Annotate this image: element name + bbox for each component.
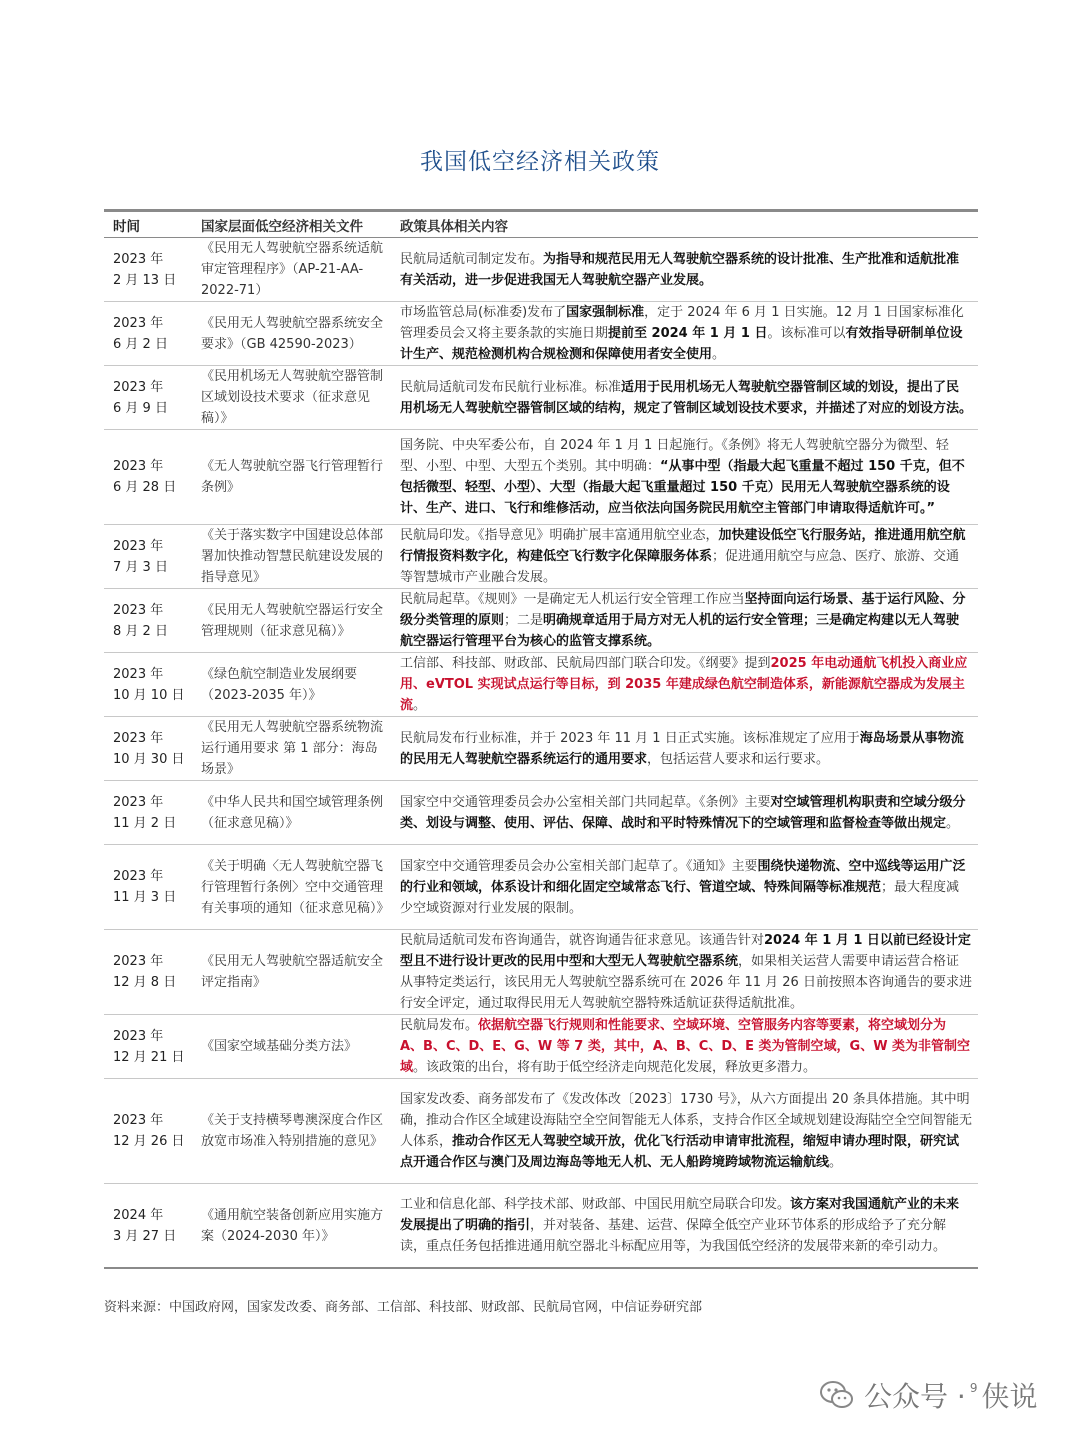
row-year: 2023 年 — [113, 794, 164, 810]
table-row — [104, 781, 978, 845]
row-document: 《关于落实数字中国建设总体部署加快推动智慧民航建设发展的指导意见》 — [201, 528, 384, 585]
content-segment: 民航局发布行业标准，并于 2023 年 11 月 1 日正式实施。该标准规定了应用于 — [400, 730, 860, 746]
row-date — [104, 792, 197, 834]
content-segment: 民航局适航司制定发布。 — [400, 251, 544, 267]
content-segment: ，定于 2024 年 6 月 1 日实施。12 月 1 日国家标准化管理委员会又将主要条款的实施日期 — [400, 305, 964, 341]
row-day: 11 月 3 日 — [113, 890, 177, 905]
row-date — [104, 536, 197, 578]
content-segment: ；三是确定构建以无人驾驶航空器运行管理平台为核心的监管支撑系统。 — [400, 613, 960, 649]
content-segment: ；二是 — [504, 613, 544, 628]
content-segment: 。 — [413, 698, 427, 713]
table-row — [104, 930, 978, 1015]
content-segment: 工业和信息化部、科学技术部、财政部、中国民用航空局联合印发。 — [400, 1197, 791, 1212]
content-segment: 民航局起草。《规则》一是确定无人机运行安全管理工作应当 — [400, 592, 745, 607]
row-year: 2023 年 — [113, 666, 164, 682]
content-segment: 2024 年 1 月 1 日以前已经设计定型且不进行设计更改的民用中型和大型无人驾驶航空器系统 — [400, 933, 971, 969]
table-row — [104, 238, 978, 302]
content-segment: 。该标准可以 — [767, 326, 846, 341]
content-segment: 围绕快递物流、空中巡线等运用广泛的行业和领域，体系设计和细化固定空域常态飞行、管道空域、特殊间隔等标准规范 — [400, 858, 966, 895]
row-year: 2023 年 — [113, 315, 164, 331]
row-day: 6 月 28 日 — [113, 480, 177, 495]
row-year: 2023 年 — [113, 251, 164, 267]
content-segment: 国家强制标准 — [566, 305, 645, 320]
content-segment: 为指导和规范民用无人驾驶航空器系统的设计批准、生产批准和适航批准有关活动，进一步促进我国无人驾驶航空器产业发展。 — [400, 251, 960, 288]
row-date — [104, 1110, 197, 1152]
row-document: 《民用无人驾驶航空器系统适航审定管理程序》（AP-21-AA-2022-71） — [201, 241, 384, 298]
content-segment: 。该政策的出台，将有助于低空经济走向规范化发展，释放更多潜力。 — [413, 1060, 817, 1075]
header-doc: 国家层面低空经济相关文件 — [201, 218, 363, 235]
table-row — [104, 653, 978, 717]
watermark — [820, 1375, 1037, 1415]
row-day: 12 月 8 日 — [113, 975, 177, 990]
row-date — [104, 1205, 197, 1247]
row-day: 2 月 13 日 — [113, 272, 177, 288]
row-day: 10 月 10 日 — [113, 687, 185, 703]
table-row — [104, 302, 978, 366]
row-date — [104, 313, 197, 355]
content-segment: ，包括运营人要求和运行要求。 — [647, 751, 830, 767]
row-date — [104, 456, 197, 498]
policy-table — [104, 209, 978, 1269]
row-content — [393, 249, 978, 291]
wechat-icon — [820, 1380, 854, 1410]
row-content — [393, 1089, 978, 1173]
content-segment: 国家空中交通管理委员会办公室相关部门起草了。《通知》主要 — [400, 858, 758, 874]
row-content — [393, 435, 978, 519]
row-document: 《关于支持横琴粤澳深度合作区放宽市场准入特别措施的意见》 — [201, 1113, 384, 1149]
header-date: 时间 — [113, 218, 140, 235]
row-day: 12 月 26 日 — [113, 1134, 185, 1149]
content-segment: 民航局印发。《指导意见》明确扩展丰富通用航空业态， — [400, 528, 719, 543]
row-content — [393, 525, 978, 588]
table-body — [104, 238, 978, 1269]
row-content — [393, 302, 978, 365]
row-document: 《民用机场无人驾驶航空器管制区域划设技术要求（征求意见稿）》 — [201, 369, 384, 426]
table-header — [104, 209, 978, 238]
row-content — [393, 1194, 978, 1257]
source-note: 资料来源：中国政府网，国家发改委、商务部、工信部、科技部、财政部、民航局官网，中信证券研究部 — [104, 1300, 703, 1315]
row-document: 《无人驾驶航空器飞行管理暂行条例》 — [201, 459, 384, 495]
content-segment: 对空域管理机构职责和空域分级分类、划设与调整、使用、评估、保障、战时和平时特殊情况下的空域管理和监督检查等做出规定 — [400, 794, 966, 831]
row-content — [393, 792, 978, 834]
content-segment: “从事中型（指最大起飞重量不超过 150 千克，但不包括微型、轻型、小型）、大型（指最大起飞重量超过 150 千克）民用无人驾驶航空器系统的设计、生产、进口、飞行和维修活动，应当依法向国务院民用航空主管部门申请取得适航许可。” — [400, 459, 965, 516]
table-row — [104, 717, 978, 781]
row-day: 10 月 30 日 — [113, 751, 185, 767]
table-row — [104, 1079, 978, 1184]
content-segment: 坚持面向运行场景、基于运行风险、分级分类管理的原则 — [400, 592, 966, 628]
row-day: 3 月 27 日 — [113, 1228, 177, 1244]
row-content — [393, 377, 978, 419]
row-document: 《通用航空装备创新应用实施方案（2024-2030 年）》 — [201, 1207, 384, 1244]
row-day: 8 月 2 日 — [113, 623, 168, 639]
row-year: 2023 年 — [113, 602, 164, 618]
row-year: 2023 年 — [113, 379, 164, 395]
table-row — [104, 525, 978, 589]
content-segment: 明确规章适用于局方对无人机的运行安全管理 — [543, 613, 804, 628]
row-day: 6 月 9 日 — [113, 400, 168, 416]
row-content — [393, 589, 978, 652]
content-segment: 依据航空器飞行规则和性能要求、空域环境、空管服务内容等要素，将空域划分为 A、B、C、D、E、G、W 等 7 类，其中，A、B、C、D、E 类为管制空域，G、W 类为非管制空域 — [400, 1018, 971, 1075]
row-day: 11 月 2 日 — [113, 815, 177, 831]
row-document: 《民用无人驾驶航空器系统安全要求》（GB 42590-2023） — [201, 315, 384, 352]
content-segment: 推动合作区无人驾驶空域开放，优化飞行活动申请审批流程，缩短申请办理时限，研究试点开通合作区与澳门及周边海岛等地无人机、无人船跨境跨域物流运输航线 — [400, 1134, 960, 1170]
table-row — [104, 845, 978, 930]
row-day: 12 月 21 日 — [113, 1049, 185, 1065]
row-date — [104, 1026, 197, 1068]
row-year: 2023 年 — [113, 1113, 164, 1128]
row-year: 2023 年 — [113, 538, 164, 554]
row-content — [393, 856, 978, 919]
row-date — [104, 600, 197, 642]
content-segment: 加快建设低空飞行服务站，推进通用航空航行情报资料数字化，构建低空飞行数字化保障服务体系 — [400, 528, 966, 564]
row-date — [104, 249, 197, 291]
row-year: 2023 年 — [113, 869, 164, 884]
row-year: 2023 年 — [113, 459, 164, 474]
row-document: 《民用无人驾驶航空器运行安全管理规则（征求意见稿）》 — [201, 602, 384, 639]
page-title: 我国低空经济相关政策 — [420, 149, 660, 175]
content-segment: 工信部、科技部、财政部、民航局四部门联合印发。《纲要》提到 — [400, 656, 771, 671]
content-segment: 有效指导研制单位设计生产、规范检测机构合规检测和保障使用者安全使用 — [400, 326, 963, 362]
row-date — [104, 951, 197, 993]
row-date — [104, 664, 197, 706]
content-segment: 海岛场景从事物流的民用无人驾驶航空器系统运行的通用要求 — [400, 730, 964, 767]
row-year: 2023 年 — [113, 954, 164, 969]
table-row — [104, 589, 978, 653]
content-segment: 。 — [829, 1155, 843, 1170]
row-year: 2023 年 — [113, 1028, 164, 1044]
content-segment: 民航局发布。 — [400, 1018, 479, 1033]
content-segment: 国家空中交通管理委员会办公室相关部门共同起草。《条例》主要 — [400, 794, 771, 810]
row-content — [393, 1015, 978, 1078]
content-segment: 国家发改委、商务部发布了《发改体改〔2023〕1730 号》，从六方面提出 20 条具体措施。其中明确，推动合作区全域建设海陆空全空间智能无人体系，支持合作区全域规划建设海陆空全空间智能无人体系， — [400, 1092, 973, 1149]
row-document: 《中华人民共和国空域管理条例（征求意见稿）》 — [201, 794, 384, 831]
row-date — [104, 728, 197, 770]
table-row — [104, 1184, 978, 1269]
table-row — [104, 366, 978, 430]
table-row — [104, 1015, 978, 1079]
row-document: 《国家空域基础分类方法》 — [201, 1039, 358, 1054]
watermark-text-a: 公众号 · — [864, 1380, 966, 1413]
content-segment: ，并对装备、基建、运营、保障全低空产业环节体系的形成给予了充分解读，重点任务包括推进通用航空器北斗标配应用等，为我国低空经济的发展带来新的牵引动力。 — [400, 1218, 947, 1254]
watermark-text-b: 侠说 — [981, 1380, 1038, 1413]
row-content — [393, 930, 978, 1014]
content-segment: 民航局适航司发布咨询通告，就咨询通告征求意见。该通告针对 — [400, 933, 765, 948]
content-segment: 市场监管总局(标准委)发布了 — [400, 305, 567, 320]
row-document: 《民用无人驾驶航空器系统物流运行通用要求 第 1 部分：海岛场景》 — [201, 720, 384, 777]
row-date — [104, 866, 197, 908]
content-segment: 民航局适航司发布民航行业标准。标准 — [400, 379, 622, 395]
content-segment: ；促进通用航空与应急、医疗、旅游、交通等智慧城市产业融合发展。 — [400, 549, 960, 585]
row-document: 《关于明确〈无人驾驶航空器飞行管理暂行条例〉空中交通管理有关事项的通知（征求意见稿）》 — [201, 858, 390, 916]
content-segment: ，如果相关运营人需要申请运营合格证从事特定类运行，该民用无人驾驶航空器系统可在 2026 年 11 月 26 日前按照本咨询通告的要求进行安全评定，通过取得民用无人驾驶航空器特殊适航证获得适航批准。 — [400, 954, 972, 1011]
row-day: 6 月 2 日 — [113, 336, 168, 352]
page-number: 9 — [969, 1381, 978, 1395]
content-segment: 提前至 2024 年 1 月 1 日 — [608, 326, 768, 341]
content-segment: ；最大程度减少空域资源对行业发展的限制。 — [400, 879, 960, 916]
content-segment: 。 — [712, 347, 726, 362]
row-content — [393, 653, 978, 716]
content-segment: 国务院、中央军委公布，自 2024 年 1 月 1 日起施行。《条例》将无人驾驶航空器分为微型、轻型、小型、中型、大型五个类别。其中明确： — [400, 438, 949, 474]
row-day: 7 月 3 日 — [113, 559, 168, 575]
table-row — [104, 430, 978, 525]
row-document: 《民用无人驾驶航空器适航安全评定指南》 — [201, 954, 384, 990]
content-segment: 适用于民用机场无人驾驶航空器管制区域的划设，提出了民用机场无人驾驶航空器管制区域的结构，规定了管制区域划设技术要求，并描述了对应的划设方法。 — [400, 379, 973, 416]
content-segment: 该方案对我国通航产业的未来发展提出了明确的指引 — [400, 1197, 960, 1233]
row-document: 《绿色航空制造业发展纲要（2023-2035 年）》 — [201, 666, 358, 703]
row-date — [104, 377, 197, 419]
row-year: 2023 年 — [113, 730, 164, 746]
row-content — [393, 728, 978, 770]
content-segment: 2025 年电动通航飞机投入商业应用、eVTOL 实现试点运行等目标，到 2035 年建成绿色航空制造体系，新能源航空器成为发展主流 — [400, 656, 968, 713]
header-content: 政策具体相关内容 — [400, 218, 508, 235]
content-segment: 。 — [946, 815, 960, 831]
row-year: 2024 年 — [113, 1207, 164, 1223]
